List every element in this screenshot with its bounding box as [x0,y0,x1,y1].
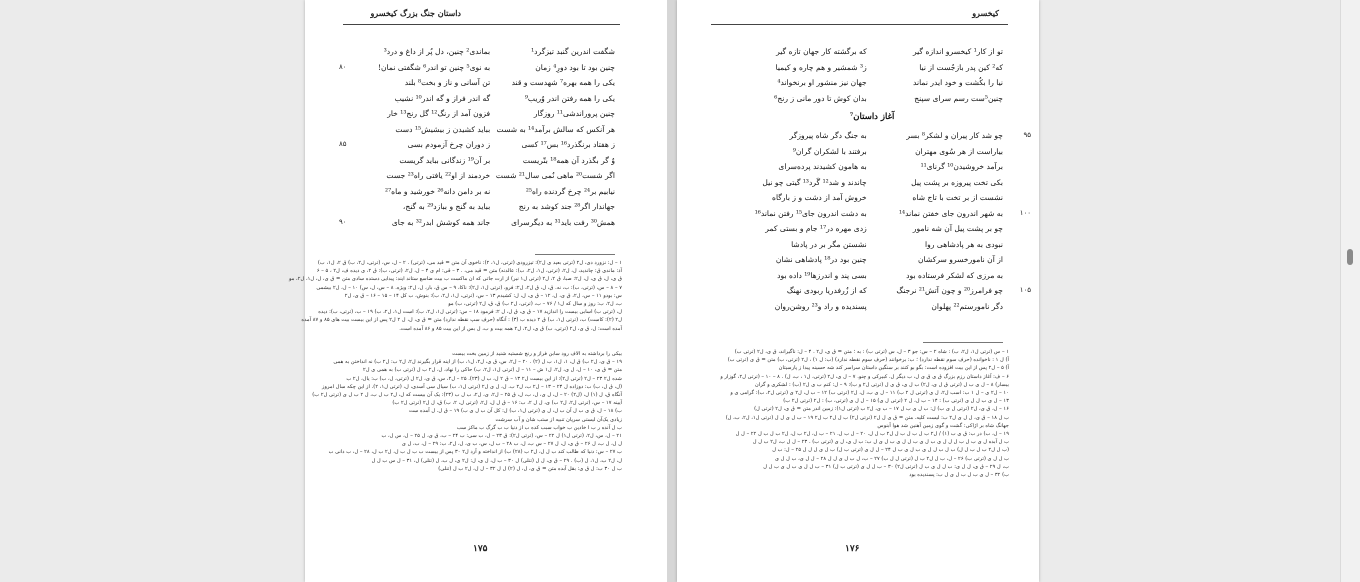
footnote-line: ۲۱ – ل، س، ل۲، (ترتی ل۱) ل ۲۲ – س، (ترتی ل۲): ق ۲۳ – ل، ب سی: ب ۲۴ – ب، ق ی، ل ۲۵ – ل، س ل، ب [381,433,622,440]
hemistich-first: دگر نامورستم²² پهلوان [931,301,1003,311]
footnotes-continued [312,350,622,473]
hemistich-first: که² کین پدر بازجُست از نیا [919,62,1003,72]
footnote-line: ۱۶ – ل، ق ی، ل۲ (ترتی ل ی ب) ل: ب ل ی ب ل ۱۷ – ب ی، ل۲ ب (ترتی ل۱): زمین اندر متن = ق ی، ل۲ (ترتی ل) [754,406,1009,413]
hemistich-second: بر آن¹⁹ زندگانی بباید گریست [399,155,491,165]
footnote-line: ۱۰ – ل۲ ی – ل ۱ ب: اسب ل۲، ل ی (ترتی ل ۲ ب) ۱۱ – ل ی ب، ل، ل۲ (ترتی ب) ۱۲ – ب ل، ل۲ ی (ترتی ل۲، ب): گرامی ی و [730,390,1009,397]
hemistich-first: هر آنکس که سالش برآمد¹⁴ به شست [496,124,615,134]
hemistich-first: نبودی به هر پادشاهی روا [925,239,1003,249]
footnote-rule [535,254,615,255]
hemistich-second: به دشت اندرون جای¹⁵ رفتن نماند¹⁶ [754,208,867,218]
footnotes [711,348,1009,479]
hemistich-first: بکی تخت پیروزه بر پشت پیل [911,177,1003,187]
verse-line [741,252,1003,268]
footnote-rule [923,342,1003,343]
verse-line [741,128,1031,144]
page-176 [677,0,1039,582]
footnote-line: بیکی را برداشته به الاف رود سابن فراز و رنج شستیه شنید از زمین بخت بیست [452,351,622,357]
hemistich-second: گه اندر فراز و گه اندر¹⁰ نشیب [394,93,491,103]
verse-line [339,215,615,231]
footnote-line: (ب ل ل۲ ب ل ب ل ل) ب ل ب ل ل ی ب ل ی ب ل ۲۴ – ل ل ی (ترتی ب ل) ب ل ی ل ل ل ۲۵ – ل: ب ل [772,447,1009,454]
hemistich-first: همش³⁰ رفت باید³¹ به دیگرسرای [511,217,615,227]
verse-number: ۱۰۰ [1019,208,1031,217]
verse-line [741,237,1003,253]
hemistich-first: چو فرامرز²⁰ و چون آتش²¹ نرجنگ [896,286,1003,295]
verse-line [741,175,1003,191]
hemistich-first: یکی را همه بهره⁷ شهدست و قند [511,78,615,87]
verse-line [741,75,1003,91]
verse-line [375,184,615,200]
footnote-line: ب) ۱۸ – ل، ق ی ب ل آن ب ل، ل ی (ترتی ل۱، ب) ل: کل آن ب ل ی ب) ۱۹ – ق ل. ل آمده ست [408,408,622,415]
hemistich-first: به مرزی که لشکر فرستاده بود [906,270,1003,280]
verse-number: ۱۰۵ [1019,286,1031,294]
page-175 [288,0,667,582]
header-rule [343,24,620,25]
hemistich-first: چنین بود تا بود دورِ⁴ زمان [535,62,615,72]
footnote-line: ۱ – ل: نزورد دی، ل۲ (ترتی بعید ی ل۲): تیزرودی (ترتی، ل۱، ۲): ناخوی آن متن = قید می، (ترتی) . ۲ – ل، س، (ترتی، ل۲، ب) ق ۲، ل۱، ب) [317,260,622,266]
hemistich-second: چنین بود در¹⁸ پادشاهی نشان [775,255,867,264]
hemistich-first: چنین⁵ست رسم سرای سپنج [914,93,1003,103]
verse-line [741,60,1003,76]
section-title: آغاز داستان⁷ [849,112,895,122]
footnote-line: ل، ل۲ ب، ل۱، ل (ب) . ۲۹ – ق ی، ل ل (تنلی) ل ۳۰ – ب ل، ل ی، ل: ل۲ ی، ل ب، ل (تنلی) ل، ۳۱ – ل س ب ل ل [371,457,622,464]
footnotes [288,259,622,333]
verse-line [375,106,615,122]
verse-line [375,91,615,107]
footnote-line: ب ۲۷ – س: دنیا که طالب کند ب ل ل، ل۲ ب (۲۸) ب) از انداخته و آرد ل۲ ۳۰ پس از بیست ب ب ل ب ل، ل۲ ب ل، ۲۸ – ل، ب دانی ب [328,449,622,456]
footnote-line: متن = ق ی، ۱۰ – ل، ل ی، ل۲، ل۱ ش – ۱۱ – ل (ترتی ل۱، ل۲، ب) حاکی را نهاد، ل، ل۲ ب ل (ترتی ب) به همی ی ل۲ [363,367,622,374]
hemistich-first: یکی را همه رفتن اندر وُریب⁹ [524,93,615,103]
hemistich-first: نیابیم بر²⁴ چرخ گردنده راه²⁵ [525,186,615,196]
verse-line [375,168,615,184]
footnote-line: آ) ۵ – ل۲ پس از این بیت افزوده است: بگو بو کنند بر سنگین داستان سراسر کند شه حسینه پیدا ز پارسیتان [778,365,1009,372]
verse-line [741,268,1003,284]
verse-line [375,75,615,91]
hemistich-second: ز³ شمشیر و هم چاره و کیمیا [775,62,867,72]
verse-line [375,153,615,169]
hemistich-second: پسندیده و راد و²³ روشن‌روان [774,301,867,311]
verse-line [375,122,615,138]
verse-line [375,44,615,60]
footnote-line: آنگاه ق، ل (۱) ل، (ل۲) ۲۰ – ل، ل ی، ل، ب، ل، ق ۲۵ – ل۲، ی، ل۲، ب ل ب (۲۳): یک آن بیست که ل، ل۲ ب ل ب، ل ۲ ب ل ی (ترتی ل۲ ب) [312,392,622,399]
running-head: کیخسرو [972,8,999,18]
hemistich-second: بباید به گنج و ببازد²⁹ به گنج، [402,202,491,211]
hemistich-first: به شهر اندرون جای خفتن نماند¹⁴ [899,208,1003,218]
scrollbar-thumb[interactable] [1347,249,1353,265]
footnote-line: ۱۹ – ل، ب) در ب: ق ی ب (۱) / ل۲ ب ل ب ل ب ل ل۲ ب ل ل. ۲۰ – ل ب ل. ۲۱ – ب ل، ل۲ ب ل، ل۲ ب ل ب ل ۲۲ – ل ل [735,431,1009,438]
hemistich-first: نیا را بکُشت و خود ایدر نماند [913,78,1003,87]
verse-block [339,44,615,230]
hemistich-first: وُ گر بگذرد آن همه¹⁸ بتّریست [522,155,615,165]
hemistich-first: از آن نامورخسرو سرکشان [918,255,1003,264]
footnote-line: آ) ل ۱ : ناخوانده (حرف سوم نقطه ندارد) ؛ ب: برخوانند (حرف سوم نقطه ندارد) (ب: ل ۱) ، ل۲ (ترتی، ب) متن = ق ی (ترتی ب) [727,357,1009,364]
header-rule [711,24,1008,25]
verse-line [741,44,1003,60]
footnote-line: آذ: ماندی ق: چاندید، ل، ل۲، (ترتی، ل۱، ل۲، ب): عالدنه) متن = قید می، . ۳ – قی: ام ی ۴ – ل، ل۲، (ترتی، ب): ق ۲، ی دیده ف، ل۲ ، ۵ – ۶ [316,268,622,275]
hemistich-second: جهان نیز منشور او برنخواند⁴ [777,78,867,87]
hemistich-first: نشست از بر تخت با تاج شاه [912,193,1003,202]
hemistich-first: چو بر پشت پیل آن شه نامور [912,224,1003,233]
hemistich-first: بیاراست از هر سُوی مهتران [915,146,1003,156]
footnote-line: ۱ – س (ترتی ل۱، ل۲، ب) : شاه ۲ – س: جو ۳ – ل، س (ترتی ب) : به ؛ متن = ق ی، ل۲ . ۴ – ل: ناگیراند، ق ی، ل۲ (ترتی ب) [734,349,1009,355]
footnote-line: س: بودو ۱۱ – س، ل۲، ق ی، ل، ۱۲ – ق ی، ل، ل: کشیدم ۱۳ – س، (ترتی، ل۱، ل۲، ب): بنوش، ب کل ۱۴ – ۱۵ – ۱۶ – ق ی، ل۲ [344,292,622,299]
hemistich-first: جهاندار اگر²⁸ جند کوشد به رنج [518,202,615,211]
footnote-line: شده ل۲ ۲۳ – ل۲ (ترتی ل۲): از این بیست ل۲ ۱۳ – ق ۲ ل، ب ل (۲۳). ۲۵ – ل۲، س، ق ی، ل۲ ل (ترتی، ل، ب) ب: یال، ل۲ ب [346,375,622,382]
verse-number: ۹۵ [1023,131,1031,139]
hemistich-second: ز دوران چرخ آزمودم بسی [407,140,491,149]
verse-block [741,44,1031,314]
hemistich-second: بدان کوش تا دور مانی ز رنج⁶ [774,93,867,103]
footnote-line: بیسار) ۸ – ل ی ب ل (ترتی ق ل ی، ل۲) ب ل ی، ق ی ل (ترتی ل۲ و ب): ۹ – ل: کنم ب ی ل۲ (ب) : لشکری و گران [754,381,1009,388]
hemistich-second: بباید کشیدن ز بیشیش¹⁵ دست [395,124,491,134]
hemistich-second: بسی پند و اندرزها¹⁹ داده بود [777,270,867,280]
footnote-line: ب ل ۱۸ – ق ی، ل ل ی ل۲ ب: لیست کلیه. متن = ق ی ل ل۲ (ترتی ل۲) ب ل ل۲ ب ل۲ ۱۹ – ب ل ی ل ل (ترتی ل۱، ل۲، ب، ل) [725,414,1009,421]
hemistich-second: برفتند با لشکران گران⁹ [792,146,867,156]
hemistich-second: که از زُرفدریا ربودی نهنگ [786,286,867,295]
hemistich-second: تن آسانی و ناز و بخت⁸ بلند [404,78,491,87]
verse-number: ۹۰ [339,217,347,226]
hemistich-second: فزون آمد از رنگ¹² گل رنج¹³ خار [387,109,491,118]
hemistich-first: ز هفتاد برنگذرد¹⁶ بس¹⁷ کسی [521,140,615,149]
hemistich-second: نه بر دامن دانه²⁶ خورشید و ماه²⁷ [385,186,491,196]
running-head: داستان جنگ بزرگ کیخسرو [370,8,461,18]
hemistich-first: برآمد خروشیدن¹⁰ گرنای¹¹ [920,162,1003,171]
footnote-line: ق ی، ل، ق ی، ل، ل۲: صبا، ق ۲، ل۲ (ترتی ل۱ نیر) از ارت جاتی که ان ماکست ب بیت ضاسع ستاند ایند: پیدایی دستده سادی متن = ق ی، ل، ل۱، ل۲، مو [288,276,622,283]
footnote-line: ۶ – ف: آغاز داستان رزم بزرگ ق ی ق ی ل، ب دیگر ل. کبیرکی و چنو. ۷ – ل ی، ل۲ (ترتی، ل۱ ، ب، ل) . ۸ – ۱۰ – (ترتی ل۲، گوزار و [720,373,1009,380]
footnote-line: ب ل آنده ر ب ا خادین ب خواب سبب کده ب از دنیا ب ب گرگ ب ماکز سب [456,424,622,431]
verse-line [339,137,615,153]
vertical-scrollbar[interactable] [1340,0,1360,582]
hemistich-second: بماندی² چنین، دل پُر از داغ و درد³ [383,47,491,56]
verse-line [741,221,1003,237]
hemistich-first: اگر شست²⁰ ماهی نُمی سال²¹ شست [495,171,615,180]
footnote-line: ب ل ل ی (ترتی ب) ۲۶ – ل، ب ل ل۲ ب ل (ترتی ل ل ب) ۲۷ – ب، ل ب ل ی ل ل ۲۸ – ل ل ی، ب ل ل ی [775,455,1009,462]
footnote-line: ل، (ترتی ب) اسابی بیست را اندازید ۱۷ – ق ی، ق ل، ل ۲: فرمود ۱۸ – س: (ترتی ل۱، ل۲، ب): است ل۱، ل۲، ب) ۱۹ – ب، (ترتی، ب): دیده [318,309,622,316]
verse-line [741,144,1003,160]
footnote-line: زیادی یک‌آن لیستی سریان تنبیه از ستب شان و آب سرشت [495,416,622,423]
hemistich-second: به نوی⁵ چنین تو اندر⁶ شگفتی نمان! [377,62,491,72]
page-number: ۱۷۶ [845,544,860,554]
hemistich-second: به هامون کشیدند پرده‌سرای [778,162,867,171]
verse-line [741,91,1003,107]
footnote-line: ب ل ۳۰ ب: ل ق ی: بقل آبده متن = ق ی، ل، ل (۲) ل ل ۳۲ – ل ل، ل۲ ب ل (تنلی) [438,465,622,472]
page-number: ۱۷۵ [473,544,488,554]
hemistich-first: چو شد کار پیران و لشکر⁸ بسر [906,131,1003,140]
verse-number: ۸۵ [339,140,347,148]
footnote-line: ب، ل ۲۹ – ق ی، ل ل ی: ب ل ل ی ب ل (ترتی ل۲) ۳۰ – ب ل ل ی (ترتی ب ل) ۳۱ – ب ل ل ی ب ل ی ب ل ل [763,463,1009,470]
footnote-line: جهانگ شاه بر اژاکی: گشت و گوی زمین آهنین شد هوا آبنوس [877,422,1009,429]
footnote-line: آیینه ۱۷ – س، (ترتی ل۲، ل۲ ب) ی، ل ل ۲، ب: ۱۶ – ق ل ل، ل۲، (ترتی ل، ۲، ب) ق، ل ل۲ (ترتی ل۲ ب) [392,400,622,407]
hemistich-second: چاندند و شد¹² گَرد¹³ گیتی چو نیل [762,177,867,187]
hemistich-second: جاند همه کوشش ابدر³² به جای [391,217,491,227]
footnote-line: آمده است: ل، ق ی، ل۲ (ترتی، ب) ق ی، ل۲، ل۲ همه بیت و ب، ل بس از این بیت ۸۵ و ۸۶ آمده است. [399,325,622,332]
footnote-line: ب ل آبده ل ی ب ل ب ل ل ل ی ب ل ی ب ل ل ی ب ل ی ل ب: ب ل ی، ل ی (ترتی ب) . ۲۳ – ل ل ب، ل۲ ب ل ل [752,439,1009,446]
hemistich-first: تو از کار¹ کیخسرو اندازه گیر [912,47,1003,56]
footnote-line: ب، ل۲، ب: روز و سال که ل۱ / ۷۶ – ب، (ترتی، ل۲ ب) ق، ق، ل۲ (ترتی، ب) مو [448,301,622,308]
footnote-line: ۱۹ – ق ی، ل۲ ب) ق ل، ۱، ل۱، ب ل (۲) . ۲۰ – ل۲، س، ق ی، ل۲، ل۱، ب) از اینه قرار بگیرند ل۲، ل۲ ب: ل۲ ب) نه انداختن به همی [333,359,622,366]
footnote-line: ب) ۳۲ – ل ی ب ل ب ل ی ل ب: پسندیده بود [909,472,1009,479]
page-gutter [667,0,677,582]
hemistich-first: چنین پروراندشی¹¹ روزگار [533,109,615,118]
footnote-line: ۱۳ – ل ی ب ل ل ی (ترتی ب) : ۱۴ – ب ل، ل ۲ (ترتی ل ی) ۱۵ – ل ل ی (ترتی، ب) : ل۲ (ترتی ل۲ ب) [783,398,1009,405]
hemistich-second: که برگشته کار جهان تازه گیر [776,47,867,56]
footnote-line: ل ل، ل ب، ل ۲۶ – ق ی، ل، ل ۲۷ – س ب، ل، ب ۲۸ – ب ل، س، ب ی، ل، ل۲، ب: ۲۹ – ل، ب، ل ی [401,441,622,448]
hemistich-second: زدی مهره در¹⁷ جام و بستی کمر [765,224,867,233]
hemistich-second: به جنگ دگر شاه پیروزگر [789,131,867,140]
hemistich-second: خردمند از او²² یافتی راه²³ جست [386,171,491,180]
verse-line [741,299,1003,315]
footnote-line: ل۲ (۲): کاست) ب، (ترتی ل۱، ب) ق ۲ دیده ب (۳) : آنگاه (حرف سپ نقطه ندارد) متن = ق ی، ل، ل ۲ ل۲ پس از این بیست بیت های ۸۵ و ۸۷ آمده [301,317,622,324]
verse-line [741,190,1003,206]
verse-line [741,206,1031,222]
verse-number: ۸۰ [339,62,347,71]
footnote-line: (ل، ق ل، ب) ب: دوزاده ل ۲۴ – ۱۳ – ل۲ ب، ل۲ ب. ل، ل ی ل۲ (ترتی ل۱، ب) سیال سی آسدی، ل، (ترتی ل۱، ۲). از این چکه سال امروز [321,383,622,390]
verse-line [339,60,615,76]
footnote-line: ۷ – ۸ – س، (ترتی، ب): ب، نه. ق، ل، ق ل۲، ل۲: فرو، (ترتی ل۱، ل۲): ناکا، ۹ – س ق، بار، ل، ل۲: ویژه. ۸ – س، ل، س) ۱۰ – ل، ل۲ بیشمی [316,284,622,291]
hemistich-first: شگفت اندرین گنبد تیزگرد¹ [531,47,615,56]
hemistich-second: خروش آمد از دشت و ز بارگاه [771,193,867,202]
verse-line [741,283,1031,299]
hemistich-second: نشستن مگر بر در پادشا [791,239,867,249]
verse-line [375,199,615,215]
verse-line [741,159,1003,175]
